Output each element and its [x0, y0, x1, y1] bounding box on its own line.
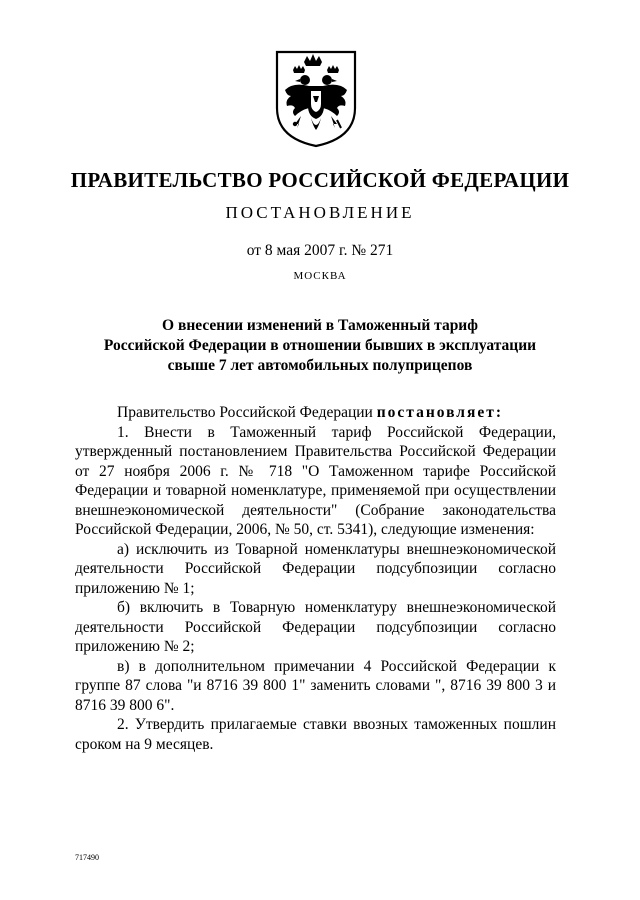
government-title: ПРАВИТЕЛЬСТВО РОССИЙСКОЙ ФЕДЕРАЦИИ [70, 168, 570, 192]
item-1a: а) исключить из Товарной номенклатуры внешнеэкономической деятельности Российской Федерации подсубпозиции согласно приложению № 1; [75, 540, 556, 597]
subject-line: Российской Федерации в отношении бывших в эксплуатации [103, 337, 537, 354]
item-1: 1. Внести в Таможенный тариф Российской Федерации, утвержденный постановлением Правительства Российской Федерации от 27 ноября 2006 г. № 718 "О Таможенном тарифе Российской Федерации и товарной номенклатуре, применяемой при осуществлении внешнеэкономической деятельности" (Собрание законодательства Российской Федерации, 2006, № 50, ст. 5341), следующие изменения: [75, 423, 556, 538]
document-body [75, 403, 556, 754]
item-1c: в) в дополнительном примечании 4 Российской Федерации к группе 87 слова "и 8716 39 800 1" заменить словами ", 8716 39 800 3 и 8716 39 800 6". [75, 657, 556, 714]
decree-verb: постановляет: [376, 404, 504, 421]
subject-line: О внесении изменений в Таможенный тариф [162, 317, 478, 334]
date-and-number: от 8 мая 2007 г. № 271 [246, 242, 394, 259]
russian-coat-of-arms-icon [271, 46, 361, 150]
subject-line: свыше 7 лет автомобильных полуприцепов [167, 357, 473, 374]
item-1b: б) включить в Товарную номенклатуру внешнеэкономической деятельности Российской Федерации подсубпозиции согласно приложению № 2; [75, 599, 556, 655]
footer-code: 717490 [75, 853, 99, 862]
city: МОСКВА [293, 270, 347, 282]
intro-text: Правительство Российской Федерации [117, 404, 377, 421]
item-2: 2. Утвердить прилагаемые ставки ввозных таможенных пошлин сроком на 9 месяцев. [75, 716, 556, 753]
document-type: ПОСТАНОВЛЕНИЕ [225, 203, 415, 222]
document-subject [90, 316, 550, 376]
intro-paragraph [75, 403, 556, 423]
